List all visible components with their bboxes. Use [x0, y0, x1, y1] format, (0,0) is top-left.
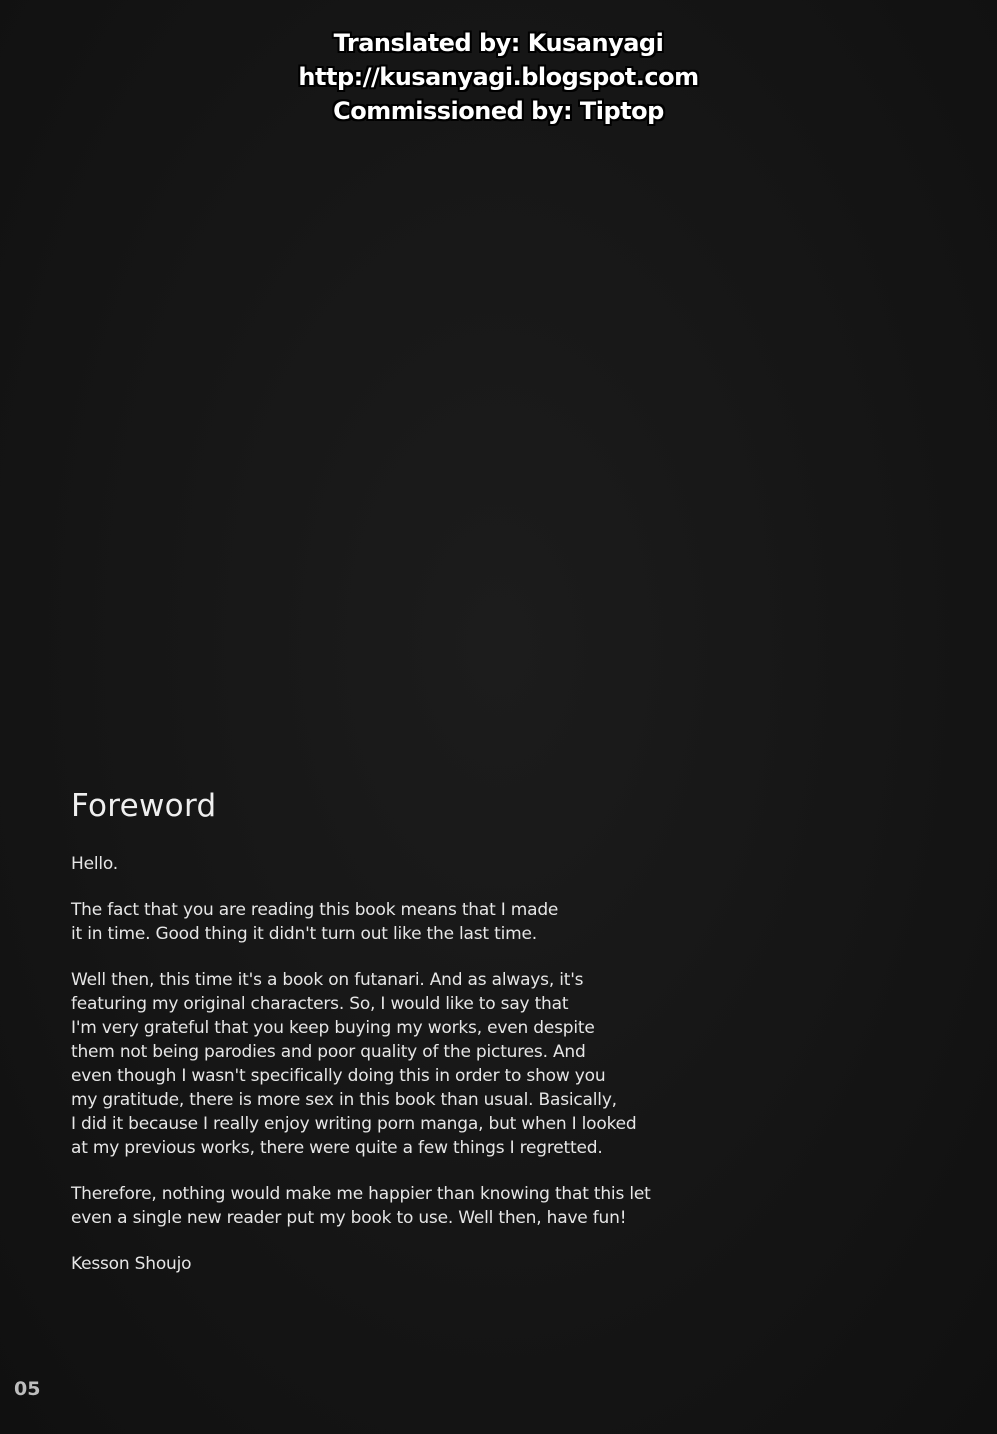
foreword-paragraph-1: The fact that you are reading this book means that I made it in time. Good thing it didn't turn out like the last time.	[71, 900, 559, 944]
author-signature: Kesson Shoujo	[71, 1254, 192, 1274]
translator-url: http://kusanyagi.blogspot.com	[298, 63, 699, 91]
foreword-paragraph-3: Therefore, nothing would make me happier than knowing that this let even a single new reader put my book to use. Well then, have fun!	[71, 1184, 651, 1228]
translation-credits	[0, 26, 997, 128]
foreword-section	[71, 788, 711, 1298]
translator-credit: Translated by: Kusanyagi	[333, 29, 664, 57]
commission-credit: Commissioned by: Tiptop	[333, 97, 664, 125]
foreword-paragraph-2: Well then, this time it's a book on futanari. And as always, it's featuring my original characters. So, I would like to say that I'm very grateful that you keep buying my works, even despite them not being parodies and poor quality of the pictures. And even though I wasn't specifically doing this in order to show you my gratitude, there is more sex in this book than usual. Basically, I did it because I really enjoy writing porn manga, but when I looked at my previous works, there were quite a few things I regretted.	[71, 970, 637, 1158]
foreword-greeting: Hello.	[71, 854, 118, 874]
foreword-title: Foreword	[71, 788, 217, 824]
page-number: 05	[14, 1378, 41, 1400]
